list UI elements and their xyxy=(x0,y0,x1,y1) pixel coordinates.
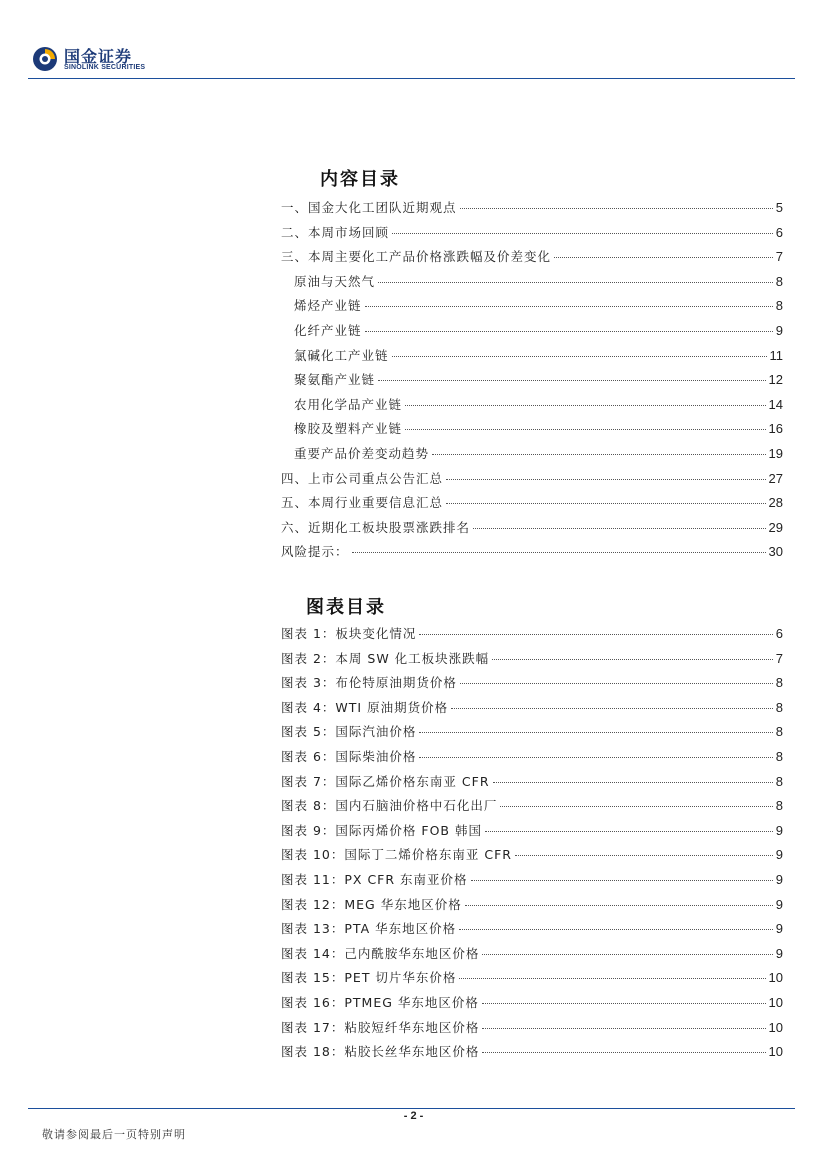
toc-entry[interactable] xyxy=(281,395,783,420)
page-number: - 2 - xyxy=(403,1110,424,1122)
figure-entry[interactable] xyxy=(281,993,783,1018)
figure-entry[interactable] xyxy=(281,870,783,895)
entry-label: 一、国金大化工团队近期观点 xyxy=(281,200,457,215)
toc-entry[interactable] xyxy=(281,469,783,494)
entry-page-number: 29 xyxy=(768,519,783,535)
dot-leader xyxy=(485,831,773,832)
company-logo xyxy=(28,42,178,78)
figure-entry[interactable] xyxy=(281,968,783,993)
footer-divider xyxy=(28,1108,795,1109)
toc-entry[interactable] xyxy=(281,321,783,346)
entry-page-number: 6 xyxy=(775,224,783,240)
entry-page-number: 6 xyxy=(775,626,783,641)
entry-page-number: 16 xyxy=(768,421,783,437)
entry-page-number: 14 xyxy=(768,396,783,412)
entry-page-number: 9 xyxy=(775,945,783,961)
figure-entry[interactable] xyxy=(281,944,783,969)
figure-entry[interactable] xyxy=(281,845,783,870)
toc-title: 内容目录 xyxy=(320,169,400,190)
toc-entry[interactable] xyxy=(281,419,783,444)
entry-label: 图表 6：国际柴油价格 xyxy=(281,748,417,764)
entry-label: 图表 18：粘胶长丝华东地区价格 xyxy=(281,1044,480,1060)
toc-entry[interactable] xyxy=(281,296,783,321)
dot-leader xyxy=(432,454,766,455)
sinolink-logo-icon xyxy=(32,46,58,72)
figure-entry[interactable] xyxy=(281,673,783,698)
entry-page-number: 19 xyxy=(768,445,783,461)
toc-entry[interactable] xyxy=(281,493,783,518)
figure-entry[interactable] xyxy=(281,1042,783,1067)
entry-label: 五、本周行业重要信息汇总 xyxy=(281,495,444,511)
dot-leader xyxy=(492,659,773,660)
entry-label: 图表 5：国际汽油价格 xyxy=(281,724,417,740)
toc-entry[interactable] xyxy=(281,370,783,395)
entry-label: 化纤产业链 xyxy=(294,322,362,338)
dot-leader xyxy=(482,1003,766,1004)
dot-leader xyxy=(392,356,767,357)
entry-label: 图表 14：己内酰胺华东地区价格 xyxy=(281,945,480,961)
toc-entry[interactable] xyxy=(281,346,783,371)
entry-page-number: 9 xyxy=(775,896,783,912)
dot-leader xyxy=(515,855,773,856)
dot-leader xyxy=(482,1028,765,1029)
entry-page-number: 7 xyxy=(775,249,783,265)
entry-page-number: 8 xyxy=(775,298,783,314)
entry-label: 三、本周主要化工产品价格涨跌幅及价差变化 xyxy=(281,249,552,265)
figure-list xyxy=(281,624,783,1067)
entry-label: 二、本周市场回顾 xyxy=(281,224,390,240)
entry-label: 图表 2：本周 SW 化工板块涨跌幅 xyxy=(281,650,490,666)
header-divider xyxy=(28,78,795,79)
entry-label: 原油与天然气 xyxy=(294,273,376,289)
entry-label: 图表 1：板块变化情况 xyxy=(281,626,417,641)
entry-page-number: 8 xyxy=(775,798,783,814)
entry-page-number: 8 xyxy=(775,773,783,789)
entry-page-number: 9 xyxy=(775,847,783,863)
entry-page-number: 27 xyxy=(768,470,783,486)
dot-leader xyxy=(446,503,766,504)
entry-label: 图表 12：MEG 华东地区价格 xyxy=(281,896,462,912)
logo-chinese-name: 国金证券 xyxy=(64,47,133,66)
dot-leader xyxy=(471,880,773,881)
entry-page-number: 8 xyxy=(775,273,783,289)
dot-leader xyxy=(365,331,773,332)
dot-leader xyxy=(465,905,773,906)
figure-entry[interactable] xyxy=(281,772,783,797)
entry-page-number: 12 xyxy=(768,372,783,388)
toc-entry[interactable] xyxy=(281,223,783,248)
entry-page-number: 9 xyxy=(775,822,783,838)
dot-leader xyxy=(378,380,766,381)
entry-page-number: 5 xyxy=(775,200,783,215)
entry-page-number: 8 xyxy=(775,675,783,691)
figure-entry[interactable] xyxy=(281,895,783,920)
entry-page-number: 10 xyxy=(768,1019,783,1035)
entry-label: 图表 7：国际乙烯价格东南亚 CFR xyxy=(281,773,490,789)
entry-page-number: 9 xyxy=(775,322,783,338)
toc-entry[interactable] xyxy=(281,444,783,469)
entry-page-number: 8 xyxy=(775,724,783,740)
dot-leader xyxy=(554,257,773,258)
dot-leader xyxy=(482,1052,765,1053)
entry-label: 氯碱化工产业链 xyxy=(294,347,389,363)
figure-entry[interactable] xyxy=(281,698,783,723)
entry-label: 风险提示： xyxy=(281,544,349,560)
dot-leader xyxy=(460,683,773,684)
figure-list-title: 图表目录 xyxy=(306,597,386,618)
entry-label: 橡胶及塑料产业链 xyxy=(294,421,403,437)
entry-page-number: 9 xyxy=(775,921,783,937)
toc-entry[interactable] xyxy=(281,542,783,567)
entry-page-number: 10 xyxy=(768,970,783,986)
dot-leader xyxy=(405,429,766,430)
figure-entry[interactable] xyxy=(281,747,783,772)
logo-english-name: SINOLINK SECURITIES xyxy=(64,64,146,71)
dot-leader xyxy=(419,757,772,758)
figure-entry[interactable] xyxy=(281,624,783,649)
entry-label: 图表 8：国内石脑油价格中石化出厂 xyxy=(281,798,498,814)
entry-label: 烯烃产业链 xyxy=(294,298,362,314)
footer-disclaimer: 敬请参阅最后一页特别声明 xyxy=(42,1128,186,1141)
dot-leader xyxy=(365,306,773,307)
figure-entry[interactable] xyxy=(281,649,783,674)
dot-leader xyxy=(352,552,766,553)
entry-page-number: 8 xyxy=(775,748,783,764)
entry-label: 农用化学品产业链 xyxy=(294,396,403,412)
entry-label: 图表 4：WTI 原油期货价格 xyxy=(281,699,449,715)
toc-entry[interactable] xyxy=(281,272,783,297)
page-header xyxy=(28,42,798,78)
dot-leader xyxy=(419,732,772,733)
entry-page-number: 7 xyxy=(775,650,783,666)
entry-label: 图表 3：布伦特原油期货价格 xyxy=(281,675,457,691)
dot-leader xyxy=(482,954,772,955)
entry-label: 图表 16：PTMEG 华东地区价格 xyxy=(281,994,479,1010)
toc-entry[interactable] xyxy=(281,198,783,223)
entry-label: 图表 10：国际丁二烯价格东南亚 CFR xyxy=(281,847,512,863)
figure-entry[interactable] xyxy=(281,722,783,747)
entry-page-number: 9 xyxy=(775,871,783,887)
dot-leader xyxy=(378,282,773,283)
entry-label: 图表 11：PX CFR 东南亚价格 xyxy=(281,871,468,887)
entry-label: 图表 13：PTA 华东地区价格 xyxy=(281,921,457,937)
entry-label: 六、近期化工板块股票涨跌排名 xyxy=(281,519,471,535)
entry-page-number: 10 xyxy=(768,994,783,1010)
dot-leader xyxy=(473,528,766,529)
table-of-contents xyxy=(281,198,783,567)
entry-label: 聚氨酯产业链 xyxy=(294,372,376,388)
figure-entry[interactable] xyxy=(281,796,783,821)
figure-entry[interactable] xyxy=(281,919,783,944)
figure-entry[interactable] xyxy=(281,821,783,846)
entry-label: 重要产品价差变动趋势 xyxy=(294,445,430,461)
dot-leader xyxy=(493,782,773,783)
dot-leader xyxy=(460,208,773,209)
toc-entry[interactable] xyxy=(281,247,783,272)
dot-leader xyxy=(405,405,766,406)
dot-leader xyxy=(500,806,772,807)
entry-label: 图表 15：PET 切片华东价格 xyxy=(281,970,457,986)
dot-leader xyxy=(446,479,766,480)
dot-leader xyxy=(392,233,773,234)
dot-leader xyxy=(451,708,773,709)
dot-leader xyxy=(459,978,765,979)
entry-label: 四、上市公司重点公告汇总 xyxy=(281,470,444,486)
figure-entry[interactable] xyxy=(281,1018,783,1043)
entry-page-number: 30 xyxy=(768,544,783,560)
entry-page-number: 11 xyxy=(769,347,783,363)
entry-label: 图表 9：国际丙烯价格 FOB 韩国 xyxy=(281,822,482,838)
entry-label: 图表 17：粘胶短纤华东地区价格 xyxy=(281,1019,480,1035)
dot-leader xyxy=(459,929,773,930)
entry-page-number: 10 xyxy=(768,1044,783,1060)
entry-page-number: 28 xyxy=(768,495,783,511)
entry-page-number: 8 xyxy=(775,699,783,715)
dot-leader xyxy=(419,634,772,635)
toc-entry[interactable] xyxy=(281,518,783,543)
